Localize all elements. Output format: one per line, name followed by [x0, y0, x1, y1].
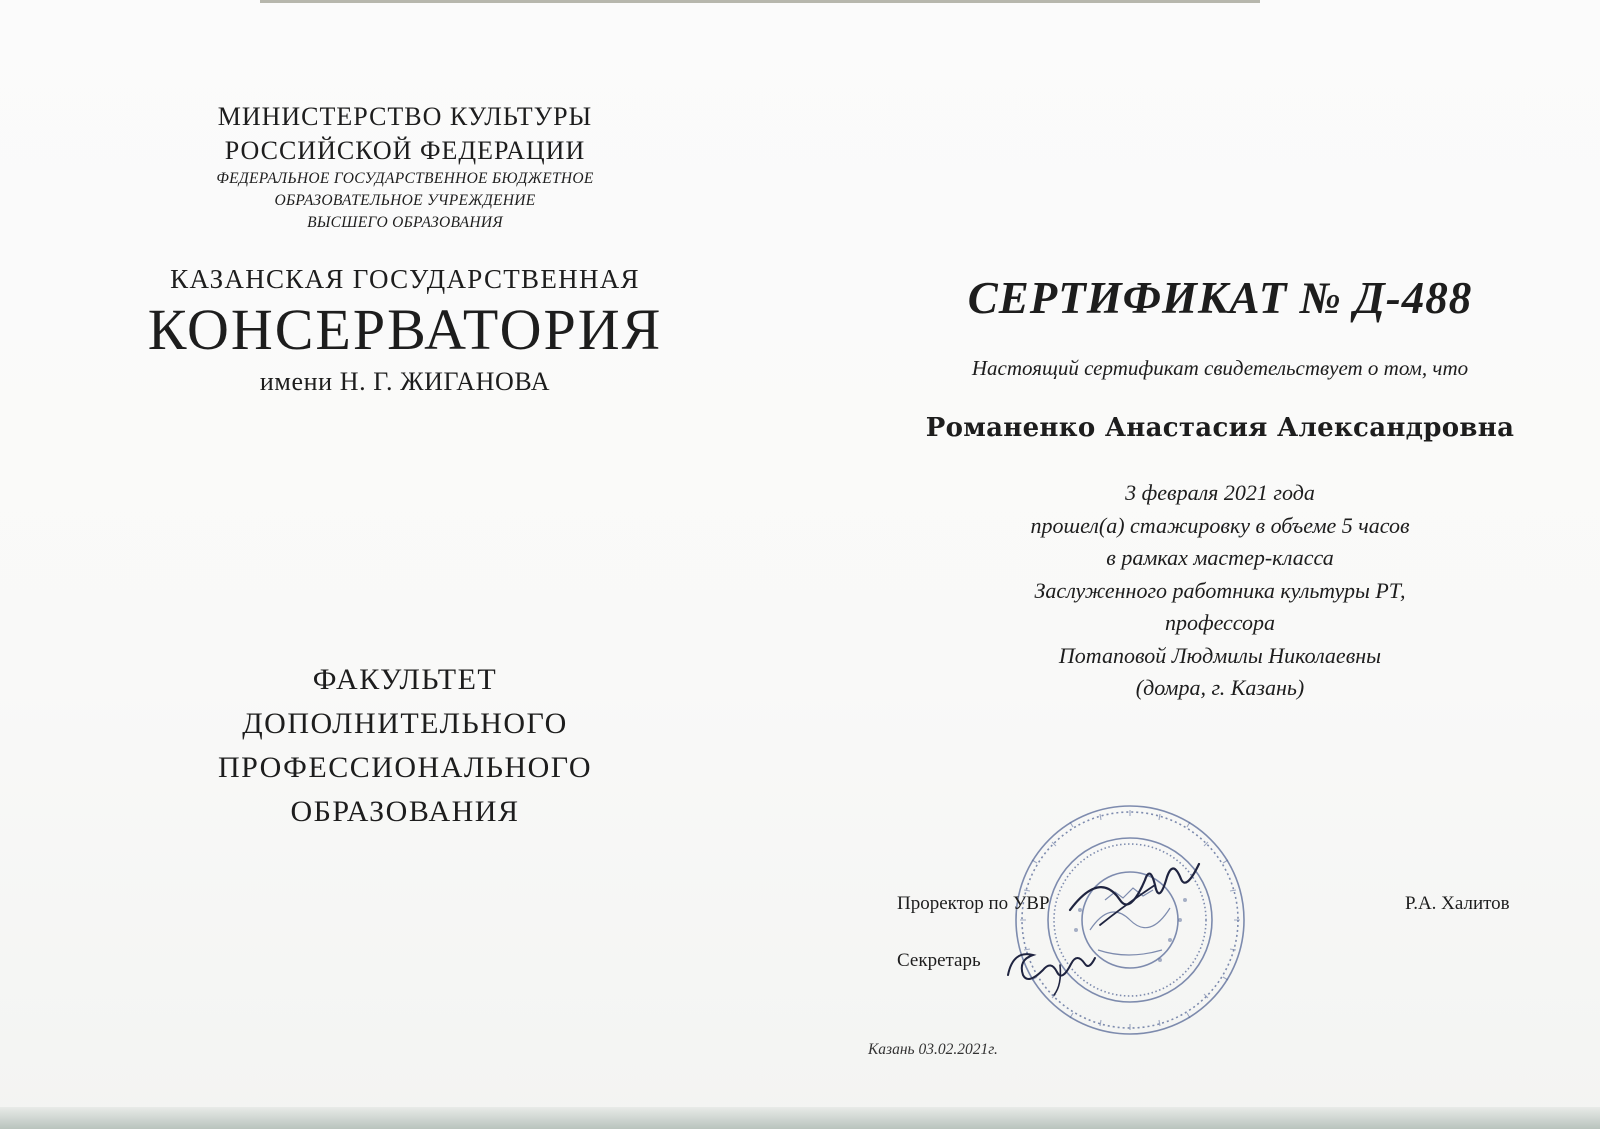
- bottom-edge: [0, 1107, 1600, 1129]
- detail-rank: профессора: [1164, 610, 1276, 635]
- place-and-date: Казань 03.02.2021г.: [868, 1041, 998, 1058]
- faculty-line-3: ПРОФЕССИОНАЛЬНОГО: [217, 751, 593, 784]
- detail-internship: прошел(а) стажировку в объеме 5 часов: [1030, 512, 1410, 538]
- ministry-line-1: МИНИСТЕРСТВО КУЛЬТУРЫ: [217, 102, 593, 131]
- detail-masterclass: в рамках мастер-класса: [1106, 545, 1334, 570]
- institution-name-line-2: КОНСЕРВАТОРИЯ: [147, 297, 663, 362]
- ministry-line-2: РОССИЙСКОЙ ФЕДЕРАЦИИ: [224, 136, 586, 165]
- certificate-body: [870, 268, 1570, 705]
- detail-date: 3 февраля 2021 года: [1125, 480, 1315, 505]
- certificate-intro: Настоящий сертификат свидетельствует о том, что: [971, 356, 1469, 380]
- vice-rector-name: Р.А. Халитов: [1405, 893, 1510, 914]
- detail-instrument: (домра, г. Казань): [1135, 675, 1305, 700]
- faculty-line-1: ФАКУЛЬТЕТ: [312, 663, 498, 696]
- detail-teacher: Потаповой Людмилы Николаевны: [1058, 642, 1382, 668]
- institution-named-after: имени Н. Г. ЖИГАНОВА: [259, 367, 551, 396]
- recipient-name: Романенко Анастасия Александровна: [925, 413, 1515, 443]
- institution-header: [60, 100, 750, 397]
- certificate-details: [870, 477, 1570, 705]
- official-seal-icon: [1010, 800, 1250, 1040]
- detail-title: Заслуженного работника культуры РТ,: [1034, 577, 1406, 603]
- institution-name-line-1: КАЗАНСКАЯ ГОСУДАРСТВЕННАЯ: [170, 264, 640, 294]
- secretary-label: Секретарь: [897, 950, 981, 971]
- vice-rector-label: Проректор по УВР: [897, 893, 1050, 914]
- faculty-line-2: ДОПОЛНИТЕЛЬНОГО: [242, 707, 568, 740]
- certificate-title: СЕРТИФИКАТ № Д-488: [967, 273, 1473, 323]
- federal-line-1: ФЕДЕРАЛЬНОЕ ГОСУДАРСТВЕННОЕ БЮДЖЕТНОЕ: [216, 170, 594, 187]
- top-edge: [260, 0, 1260, 3]
- faculty-line-4: ОБРАЗОВАНИЯ: [290, 795, 520, 828]
- federal-line-3: ВЫСШЕГО ОБРАЗОВАНИЯ: [307, 214, 503, 231]
- federal-line-2: ОБРАЗОВАТЕЛЬНОЕ УЧРЕЖДЕНИЕ: [274, 192, 536, 209]
- faculty-title: [60, 658, 750, 834]
